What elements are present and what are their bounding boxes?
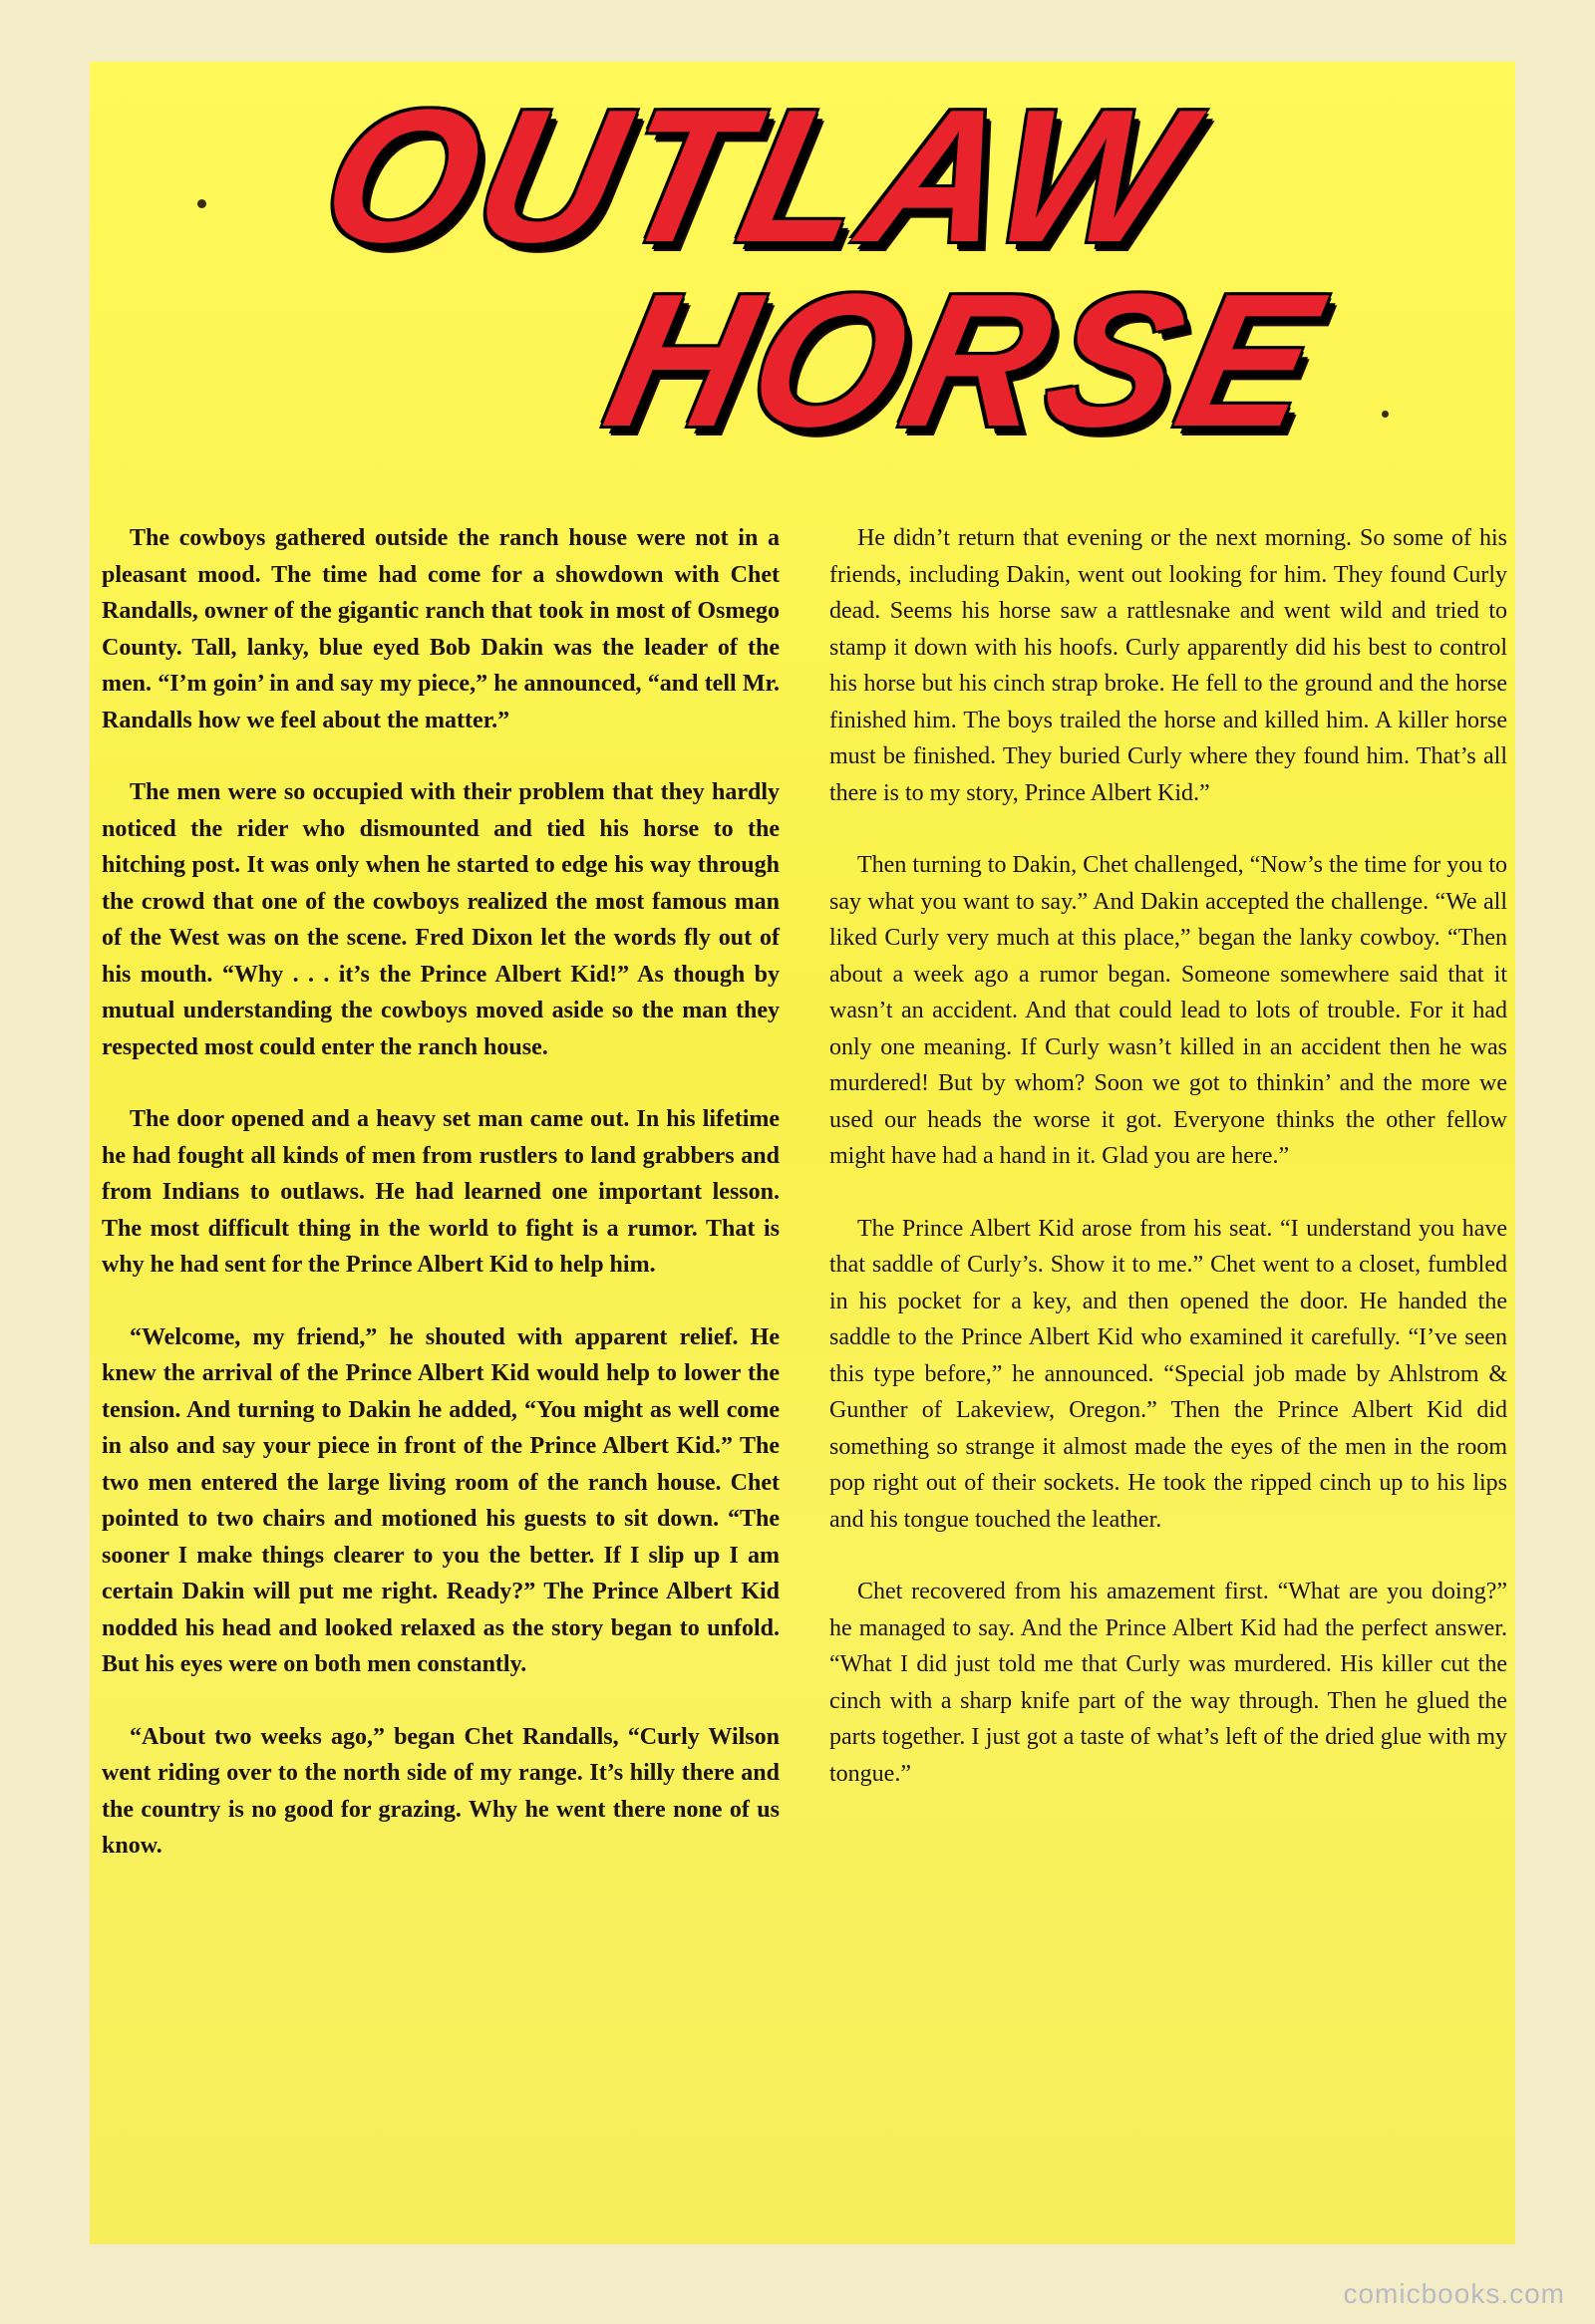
paragraph: The door opened and a heavy set man came out. In his lifetime he had fought all kinds of men from rustlers to land grabbers and from Indians to outlaws. He had learned one important lesson. The most difficult thing in the world to fight is a rumor. That is why he had sent for the Prince Albert Kid to help him. [102,1106,780,1278]
right-column [829,520,1507,1828]
paragraph: He didn’t return that evening or the next morning. So some of his friends, including Dakin, went out looking for him. They found Curly dead. Seems his horse saw a rattlesnake and went wild and tried to stamp it down with his hoofs. Curly apparently did his best to control his horse but his cinch strap broke. He fell to the ground and the horse finished him. The boys trailed the horse and killed him. A killer horse must be finished. They buried Curly where they found him. That’s all there is to my story, Prince Albert Kid.” [829,525,1507,806]
watermark: comicbooks.com [1343,2278,1565,2309]
title-line-outlaw: OUTLAW [306,71,1208,282]
ink-speck [1382,411,1389,418]
story-title [90,62,1515,480]
paragraph: “Welcome, my friend,” he shouted with apparent relief. He knew the arrival of the Prince Albert Kid would help to lower the tension. And turning to Dakin he added, “You might as well come in also and say your piece in front of the Prince Albert Kid.” The two men entered the large living room of the ranch house. Chet pointed to two chairs and motioned his guests to sit down. “The sooner I make things clearer to you the better. If I slip up I am certain Dakin will put me right. Ready?” The Prince Albert Kid nodded his head and looked relaxed as the story began to unfold. But his eyes were on both men constantly. [102,1323,780,1677]
paragraph: Chet recovered from his amazement first. “What are you doing?” he managed to say. And the Prince Albert Kid had the perfect answer. “What I did just told me that Curly was murdered. His killer cut the cinch with a sharp knife part of the way through. Then he glued the parts together. I just got a taste of what’s left of the dried glue with my tongue.” [829,1579,1507,1787]
paragraph: The men were so occupied with their problem that they hardly noticed the rider who dismounted and tied his horse to the hitching post. It was only when he started to edge his way through the crowd that one of the cowboys realized the most famous man of the West was on the scene. Fred Dixon let the words fly out of his mouth. “Why . . . it’s the Prince Albert Kid!” As though by mutual understanding the cowboys moved aside so the man they respected most could enter the ranch house. [102,779,780,1060]
story-page [90,62,1515,2244]
paragraph: The Prince Albert Kid arose from his seat. “I understand you have that saddle of Curly’s. Show it to me.” Chet went to a closet, fumbled in his pocket for a key, and then opened the door. He handed the saddle to the Prince Albert Kid who examined it carefully. “I’ve seen this type before,” he announced. “Special job made by Ahlstrom & Gunther of Lakeview, Oregon.” Then the Prince Albert Kid did something so strange it almost made the eyes of the men in the room pop right out of their sockets. He took the ripped cinch up to his lips and his tongue touched the leather. [829,1215,1507,1533]
story-body [90,520,1515,2234]
left-column [102,520,780,1900]
title-line-horse: HORSE [590,255,1340,466]
paragraph: “About two weeks ago,” began Chet Randalls, “Curly Wilson went riding over to the north side of my range. It’s hilly there and the country is no good for grazing. Why he went there none of us know. [102,1723,780,1859]
paragraph: Then turning to Dakin, Chet challenged, “Now’s the time for you to say what you want to say.” And Dakin accepted the challenge. “We all liked Curly very much at this place,” began the lanky cowboy. “Then about a week ago a rumor began. Someone somewhere said that it wasn’t an accident. And that could lead to lots of trouble. For it had only one meaning. If Curly wasn’t killed in an accident then he was murdered! But by whom? Soon we got to thinkin’ and the more we used our heads the worse it got. Everyone thinks the other fellow might have had a hand in it. Glad you are here.” [829,852,1507,1169]
ink-speck [197,199,206,208]
paragraph: The cowboys gathered outside the ranch house were not in a pleasant mood. The time had come for a showdown with Chet Randalls, owner of the gigantic ranch that took in most of Osmego County. Tall, lanky, blue eyed Bob Dakin was the leader of the men. “I’m goin’ in and say my piece,” he announced, “and tell Mr. Randalls how we feel about the matter.” [102,525,780,733]
